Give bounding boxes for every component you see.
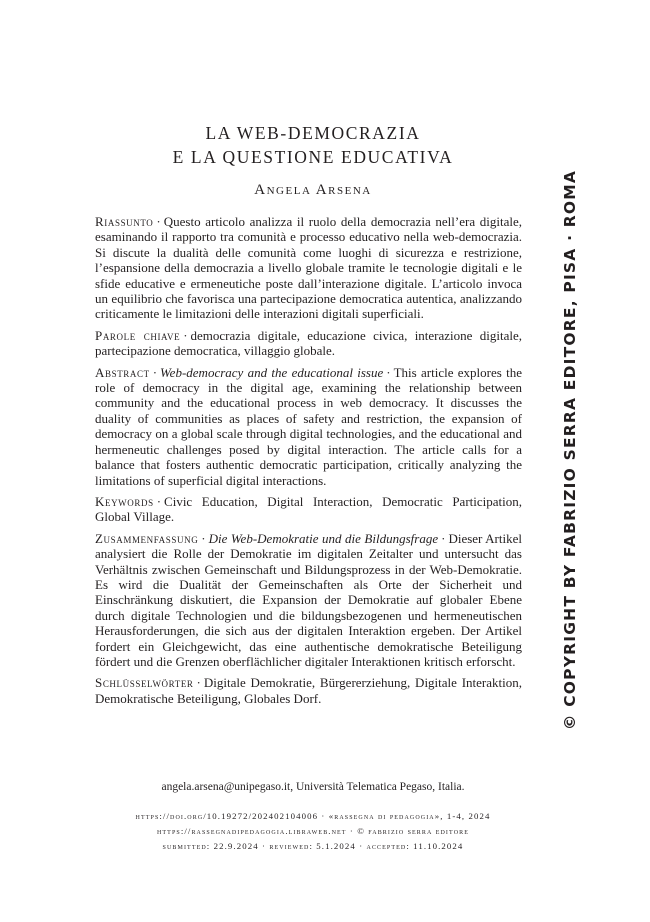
zusammenfassung-text: Dieser Artikel analysiert die Rolle der Demokratie im digitalen Zeitalter und untersucht das Verhältnis zwischen Gemeinschaft und Bildungsprozess in der Web-Demokratie. Es wird die Dualität der Gemeinschaften als Orte der Sicherheit und Einschränkung diskutiert, die Expansion der Demokratie auf globaler Ebene durch digitale Technologien und die bildungsbezogenen und hermeneutischen Herausforderungen, die sich aus der digitalen Interaktion ergeben. Der Artikel fordert ein Gleichgewicht, das eine authentische demokratische Beteiligung fördert und die Grenzen oberflächlicher digitaler Interaktionen kritisch erforscht. [95,530,522,669]
title-line-1: LA WEB-DEMOCRAZIA [205,123,421,143]
separator: · [196,675,201,691]
riassunto-text: Questo articolo analizza il ruolo della democrazia nell’era digitale, esaminando il rapporto tra comunità e processo educativo nella web-democrazia. Si discute la dualità delle comunità come luoghi di sicurezza e restrizione, l’espansione della democrazia a livello globale tramite le tecnologie digitali e le sfide educative e ermeneutiche poste dall’interazione digitale. L’articolo invoca un equilibrio che favorisca una partecipazione democratica autentica, analizzando criticamente le limitazioni delle interazioni digitali superficiali. [95,214,522,322]
keywords-text: Civic Education, Digital Interaction, Democratic Participation, Global Village. [95,493,522,525]
author-name: Angela Arsena [254,182,372,198]
zusammenfassung-block [95,531,522,670]
article-title [0,121,626,169]
riassunto-label: Riassunto [95,214,154,229]
separator: · [156,214,161,229]
separator: · [183,327,188,343]
separator: · [201,530,206,546]
title-line-2: E LA QUESTIONE EDUCATIVA [172,147,454,167]
abstract-label: Abstract [95,364,150,380]
separator: · [156,493,162,509]
keywords-label: Keywords [95,493,154,509]
schluesselwoerter-text: Digitale Demokratie, Bürgererziehung, Digitale Interaktion, Demokratische Beteiligung, Globales Dorf. [95,675,522,706]
doi-line: https://doi.org/10.19272/202402104006 · «rassegna di pedagogia», 1-4, 2024 [135,811,491,821]
abstracts-section [95,214,522,712]
separator: · [386,364,391,380]
author-affiliation: angela.arsena@unipegaso.it, Università Telematica Pegaso, Italia. [161,781,465,793]
abstract-title: Web-democracy and the educational issue [160,364,384,380]
schluesselwoerter-block [95,675,522,706]
zusammenfassung-label: Zusammenfassung [95,530,199,546]
separator: · [152,364,158,380]
abstract-text: This article explores the role of democracy in the digital age, examining the relationship between community and the educational process in web democracy. It discusses the duality of communities as places of safety and restriction, the expansion of democracy on a global scale through digital technologies, and the educational and hermeneutic challenges posed by digital interaction. The article calls for a balance that fosters authentic democratic participation, critically analyzing the limitations of superficial digital interactions. [95,364,522,488]
parole-chiave-text: democrazia digitale, educazione civica, interazione digitale, partecipazione democratica, villaggio globale. [95,327,522,359]
riassunto-block [95,214,522,322]
schluesselwoerter-label: Schlüsselwörter [95,675,194,691]
copyright-sidebar [559,169,581,731]
abstract-block [95,365,522,488]
publisher-site-line: https://rassegnadipedagogia.libraweb.net · © fabrizio serra editore [156,826,469,836]
separator: · [441,530,446,546]
parole-chiave-label: Parole chiave [95,327,181,343]
submission-dates-line: submitted: 22.9.2024 · reviewed: 5.1.2024 · accepted: 11.10.2024 [162,841,464,851]
parole-chiave-block [95,328,522,359]
zusammenfassung-title: Die Web-Demokratie und die Bildungsfrage [208,530,439,546]
copyright-text: © COPYRIGHT BY FABRIZIO SERRA EDITORE, PISA · ROMA [561,169,579,731]
keywords-block [95,494,522,525]
